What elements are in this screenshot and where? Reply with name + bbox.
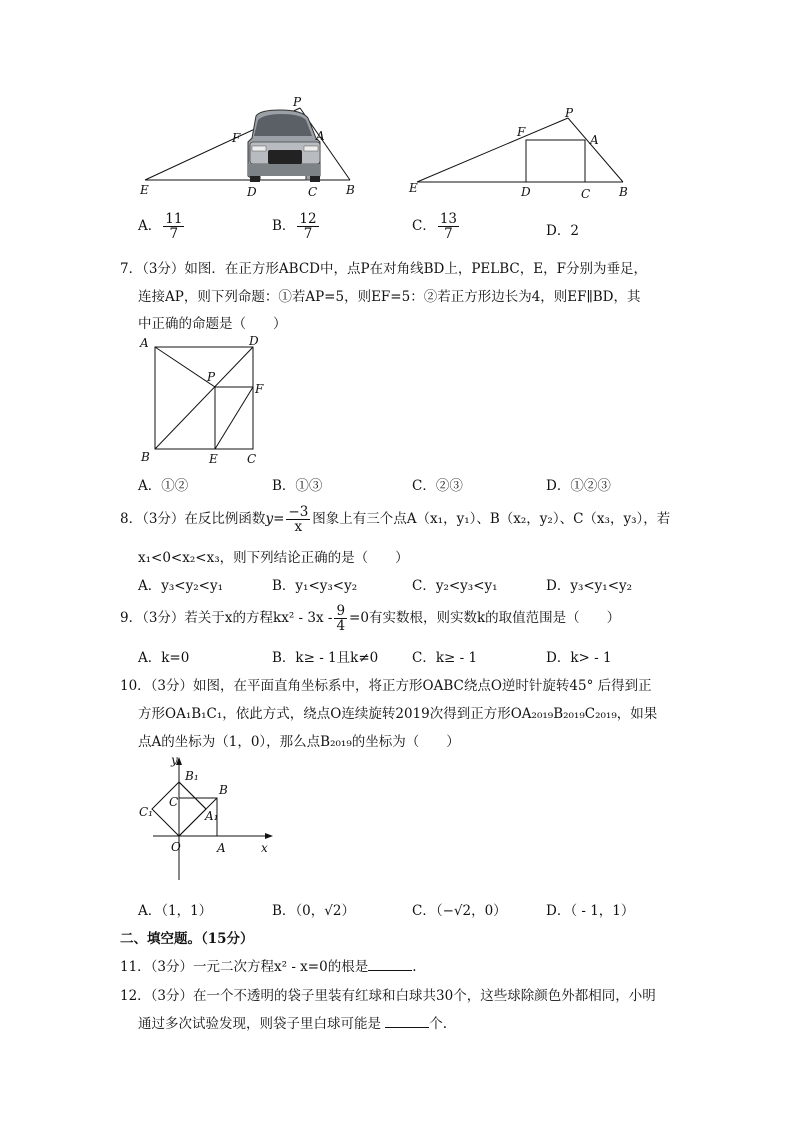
q6b-label-A: A bbox=[590, 133, 599, 147]
q6-figure-diagram bbox=[405, 104, 635, 204]
q7-stem-line2: 连接AP，则下列命题：①若AP=5，则EF=5：②若正方形边长为4，则EF∥BD，其 bbox=[138, 289, 641, 305]
q6b-label-P: P bbox=[565, 106, 574, 120]
q12-stem-line2: 通过多次试验发现，则袋子里白球可能是 个. bbox=[138, 1016, 448, 1032]
q6a-label-D: D bbox=[247, 185, 257, 199]
q10-label-C1: C₁ bbox=[139, 805, 153, 819]
q6a-label-F: F bbox=[232, 131, 241, 145]
q7-label-A: A bbox=[140, 336, 149, 350]
q11-stem: 11．（3分）一元二次方程x² - x=0的根是 . bbox=[120, 959, 417, 975]
q9-option-b[interactable]: B．k≥ - 1且k≠0 bbox=[272, 650, 379, 666]
q10-label-B: B bbox=[219, 783, 228, 797]
q10-figure bbox=[135, 752, 285, 887]
q12-stem-line1: 12．（3分）在一个不透明的袋子里装有红球和白球共30个，这些球除颜色外都相同，小明 bbox=[120, 988, 656, 1004]
q8-option-c[interactable]: C．y₂<y₃<y₁ bbox=[412, 578, 498, 594]
q7-label-C: C bbox=[247, 452, 257, 466]
q6b-label-B: B bbox=[619, 185, 628, 199]
q10-option-a[interactable]: A．（1，1） bbox=[138, 903, 213, 919]
q6a-label-B: B bbox=[346, 183, 355, 197]
q7-label-P: P bbox=[207, 370, 216, 384]
q6b-label-D: D bbox=[521, 185, 531, 199]
q9-option-c[interactable]: C．k≥ - 1 bbox=[412, 650, 478, 666]
q8-option-d[interactable]: D．y₃<y₁<y₂ bbox=[546, 578, 633, 594]
q7-stem-line1: 7．（3分）如图．在正方形ABCD中，点P在对角线BD上，PELBC，E，F分别为垂足， bbox=[120, 261, 647, 277]
q10-label-O: O bbox=[171, 840, 181, 854]
section-2-heading: 二、填空题。（15分） bbox=[120, 931, 254, 947]
q7-stem-line3: 中正确的命题是（ ） bbox=[138, 316, 287, 332]
q10-label-x: x bbox=[261, 841, 268, 855]
q7-figure bbox=[135, 335, 275, 470]
q10-stem-line3: 点A的坐标为（1，0），那么点B₂₀₁₉的坐标为（ ） bbox=[138, 734, 460, 750]
q6-option-d[interactable]: D．2 bbox=[546, 223, 579, 239]
q11-answer-blank[interactable] bbox=[368, 958, 412, 971]
q7-option-c[interactable]: C．②③ bbox=[412, 478, 463, 494]
q10-option-b[interactable]: B．（0，√2） bbox=[272, 903, 355, 919]
q10-label-y: y bbox=[171, 753, 178, 767]
q7-option-a[interactable]: A．①② bbox=[138, 478, 189, 494]
q7-label-F: F bbox=[255, 382, 264, 396]
q7-option-d[interactable]: D．①②③ bbox=[546, 478, 611, 494]
q10-label-C: C bbox=[169, 795, 179, 809]
q7-label-D: D bbox=[249, 335, 259, 348]
q7-label-B: B bbox=[141, 450, 150, 464]
q10-label-A: A bbox=[217, 841, 226, 855]
q6b-label-E: E bbox=[409, 181, 418, 195]
q10-stem-line1: 10．（3分）如图，在平面直角坐标系中，将正方形OABC绕点O逆时针旋转45° 后得到正 bbox=[120, 678, 652, 694]
q8-fraction: $\frac{-3}{x}$ bbox=[288, 504, 309, 536]
q10-option-d[interactable]: D．（ - 1，1） bbox=[546, 903, 635, 919]
q8-option-a[interactable]: A．y₃<y₂<y₁ bbox=[138, 578, 223, 594]
q9-option-a[interactable]: A．k=0 bbox=[138, 650, 190, 666]
q12-answer-blank[interactable] bbox=[385, 1015, 429, 1028]
q8-stem-line2: x₁<0<x₂<x₃，则下列结论正确的是（ ） bbox=[138, 550, 409, 566]
q9-fraction: $\frac{9}{4}$ bbox=[336, 603, 346, 635]
q7-label-E: E bbox=[209, 452, 218, 466]
q6a-label-P: P bbox=[293, 95, 302, 109]
q10-option-c[interactable]: C．（−√2，0） bbox=[412, 903, 507, 919]
q10-label-B1: B₁ bbox=[185, 769, 199, 783]
q9-option-d[interactable]: D．k> - 1 bbox=[546, 650, 612, 666]
q8-stem-line1: 8．（3分）在反比例函数y= $\frac{-3}{x}$ 图象上有三个点A（x₁，y₁）、B（x₂，y₂）、C（x₃，y₃），若 bbox=[120, 504, 671, 536]
q6a-label-A: A bbox=[316, 129, 325, 143]
q6a-label-C: C bbox=[308, 185, 318, 199]
q10-stem-line2: 方形OA₁B₁C₁，依此方式，绕点O连续旋转2019次得到正方形OA₂₀₁₉B₂₀₁₉C₂₀₁₉，如果 bbox=[138, 706, 658, 722]
q6-option-c[interactable]: C． $\frac{13}{7}$ bbox=[412, 211, 458, 243]
q6-option-a[interactable]: A． $\frac{11}{7}$ bbox=[138, 211, 183, 243]
q6-figure-car bbox=[130, 92, 370, 204]
car-image bbox=[248, 110, 320, 182]
q6b-label-F: F bbox=[517, 125, 526, 139]
q9-stem: 9．（3分）若关于x的方程kx² - 3x - $\frac{9}{4}$ =0有实数根，则实数k的取值范围是（ ） bbox=[120, 603, 621, 635]
q6-option-b[interactable]: B． $\frac{12}{7}$ bbox=[272, 211, 317, 243]
q7-option-b[interactable]: B．①③ bbox=[272, 478, 323, 494]
q8-option-b[interactable]: B．y₁<y₃<y₂ bbox=[272, 578, 358, 594]
q10-label-A1: A₁ bbox=[205, 809, 219, 823]
q6b-label-C: C bbox=[581, 187, 591, 201]
q6a-label-E: E bbox=[140, 183, 149, 197]
